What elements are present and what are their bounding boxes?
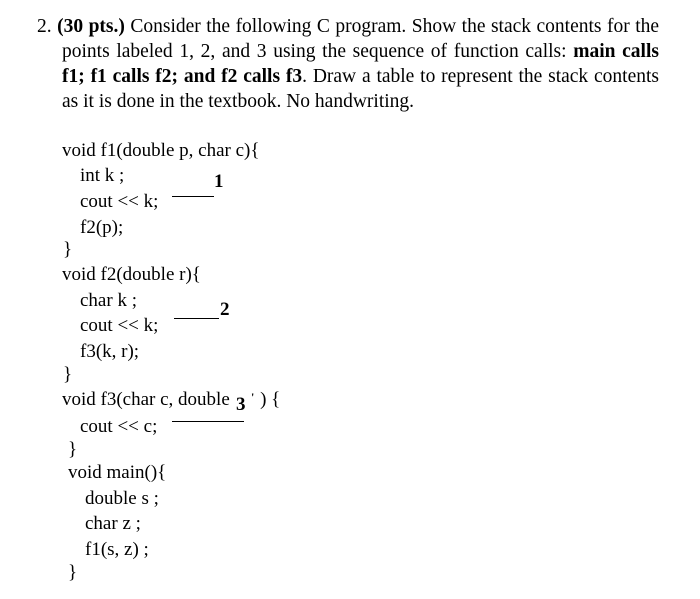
code-f3-header-start: void f3(char c, doubl — [62, 389, 222, 410]
point-2-underline — [174, 318, 219, 319]
code-f2-header: void f2(double r){ — [62, 264, 201, 285]
code-main-close: } — [68, 562, 78, 583]
code-f1-decl-k: int k ; — [80, 165, 125, 186]
problem-points: (30 pts.) — [57, 16, 125, 37]
code-f2-call-f3: f3(k, r); — [80, 341, 140, 362]
problem-text-instructions: . Draw a table to represent the stack contents as it is done in the textbook. No handwriting. — [62, 66, 659, 112]
code-main-call-f1: f1(s, z) ; — [85, 539, 149, 560]
code-f2-close: } — [63, 364, 73, 385]
code-f3-header-cut-letter: e — [221, 389, 230, 410]
code-main-decl-s: double s ; — [85, 488, 159, 509]
code-f1-close: } — [63, 239, 73, 260]
code-f1-call-f2: f2(p); — [80, 217, 124, 238]
code-f2-decl-k: char k ; — [80, 290, 137, 311]
point-label-1: 1 — [214, 171, 224, 192]
code-f3-header-end: ) { — [255, 389, 281, 410]
point-3-tick: ' — [251, 390, 255, 404]
code-f3-close: } — [68, 439, 78, 460]
code-f3-cout: cout << c; — [80, 416, 158, 437]
code-main-decl-z: char z ; — [85, 513, 141, 534]
problem-number: 2. — [37, 16, 52, 37]
code-f1-header: void f1(double p, char c){ — [62, 140, 260, 161]
code-f3-header — [62, 389, 280, 411]
code-f2-cout: cout << k; — [80, 315, 159, 336]
problem-call-sequence: main calls f1; f1 calls f2; and f2 calls f3 — [62, 41, 659, 87]
problem-paragraph — [37, 14, 659, 114]
point-label-2: 2 — [220, 299, 230, 320]
point-1-underline — [172, 196, 214, 197]
problem-text-intro: Consider the following C program. Show the stack contents for the points labeled 1, 2, and 3 using the sequence of function calls: — [62, 16, 660, 62]
point-label-3: 3 — [236, 394, 246, 415]
problem-statement — [37, 14, 659, 114]
code-f1-cout: cout << k; — [80, 191, 159, 212]
point-3-underline — [172, 421, 244, 422]
code-main-header: void main(){ — [68, 462, 167, 483]
